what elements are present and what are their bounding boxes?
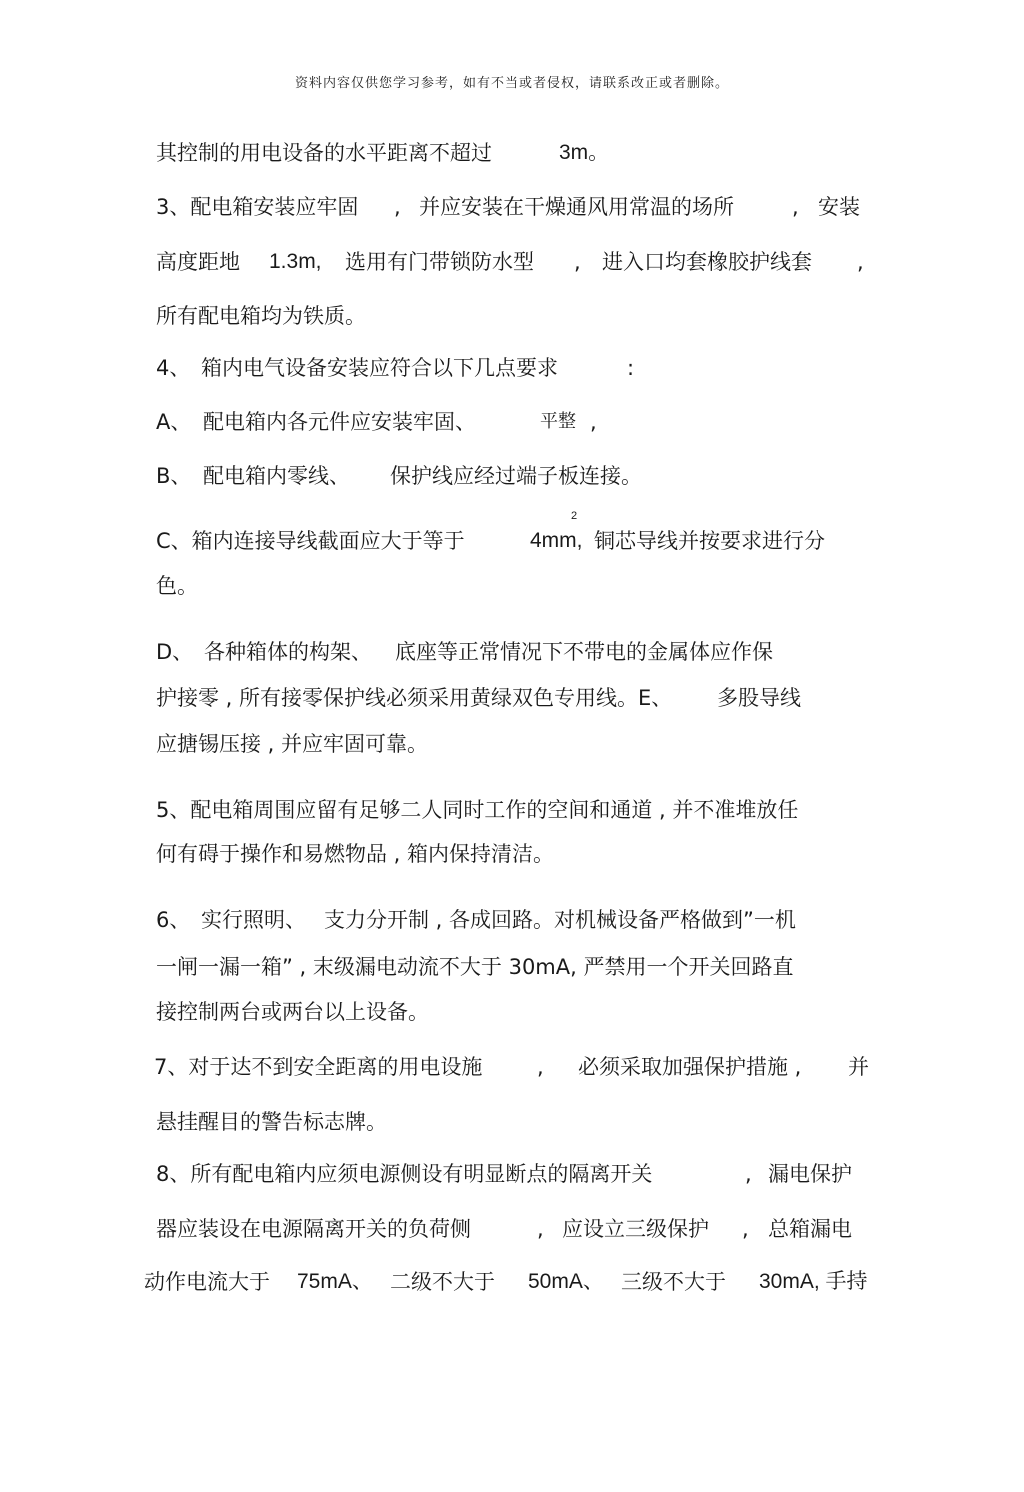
text-run: 应搪锡压接 , 并应牢固可靠。 [156,732,429,756]
text-run: 3m。 [559,141,610,164]
text-run: 75mA、 [297,1270,373,1293]
text-run: , [745,1162,752,1186]
text-run: 护接零 , 所有接零保护线必须采用黄绿双色专用线。E、 [156,686,673,710]
text-run: 1.3m, [269,250,322,273]
text-run: : [627,356,635,380]
text-run: , [537,1055,544,1079]
text-run: 并 [848,1055,869,1079]
text-run: 何有碍于操作和易燃物品 , 箱内保持清洁。 [156,842,555,866]
text-run: 所有配电箱均为铁质。 [156,304,366,328]
text-run: D、 [156,640,194,664]
text-run: 色。 [156,574,198,598]
text-run: 多股导线 [717,686,801,710]
text-run: 高度距地 [156,250,240,274]
text-run: 3、配电箱安装应牢固 [156,195,359,219]
text-run: C、箱内连接导线截面应大于等于 [156,529,465,553]
text-run: B、 [156,464,192,488]
text-run: 30mA, 手持 [759,1270,868,1293]
text-run: 必须采取加强保护措施 , [578,1055,802,1079]
text-run: A、 [156,410,192,434]
text-run: 平整 [540,411,576,432]
text-run: 接控制两台或两台以上设备。 [156,1000,429,1024]
text-run: , [857,250,864,274]
text-run: 悬挂醒目的警告标志牌。 [156,1110,387,1134]
text-run: 支力分开制 , 各成回路。对机械设备严格做到”一机 [324,908,796,932]
text-run: 进入口均套橡胶护线套 [602,250,812,274]
text-run: 安装 [818,195,860,219]
text-run: 保护线应经过端子板连接。 [390,464,642,488]
text-run: 箱内电气设备安装应符合以下几点要求 [201,356,558,380]
text-run: 7、对于达不到安全距离的用电设施 [154,1055,483,1079]
text-run: 实行照明、 [201,908,306,932]
text-run: 选用有门带锁防水型 [345,250,534,274]
text-run: 50mA、 [528,1270,604,1293]
text-run: 4mm, [530,529,583,552]
text-run: 底座等正常情况下不带电的金属体应作保 [395,640,773,664]
text-run: , [537,1217,544,1241]
text-run: 二级不大于 [390,1270,495,1294]
text-run: 器应装设在电源隔离开关的负荷侧 [156,1217,471,1241]
disclaimer-header: 资料内容仅供您学习参考，如有不当或者侵权，请联系改正或者删除。 [294,76,729,91]
text-run: 三级不大于 [621,1270,726,1294]
text-run: 应设立三级保护 [562,1217,709,1241]
text-run: 漏电保护 [768,1162,852,1186]
text-run: , [792,195,799,219]
text-run: 配电箱内各元件应安装牢固、 [203,410,476,434]
text-run: , [574,250,581,274]
text-run: 动作电流大于 [144,1270,270,1294]
text-run: 6、 [156,908,191,932]
text-run: 并应安装在干燥通风用常温的场所 [419,195,734,219]
superscript: 2 [571,510,578,522]
text-run: 5、配电箱周围应留有足够二人同时工作的空间和通道 , 并不准堆放任 [156,798,799,822]
text-run: 配电箱内零线、 [203,464,350,488]
text-run: 总箱漏电 [768,1217,852,1241]
text-run: , [742,1217,749,1241]
paragraph-line [144,1268,868,1492]
text-run: 各种箱体的构架、 [204,640,372,664]
text-run: 其控制的用电设备的水平距离不超过 [156,141,492,165]
text-run: 铜芯导线并按要求进行分 [594,529,825,553]
text-run: 一闸一漏一箱” , 末级漏电动流不大于 30mA, 严禁用一个开关回路直 [156,955,794,979]
text-run: 8、所有配电箱内应须电源侧设有明显断点的隔离开关 [156,1162,653,1186]
text-run: 4、 [156,356,191,380]
text-run: , [590,410,597,434]
text-run: , [394,195,401,219]
